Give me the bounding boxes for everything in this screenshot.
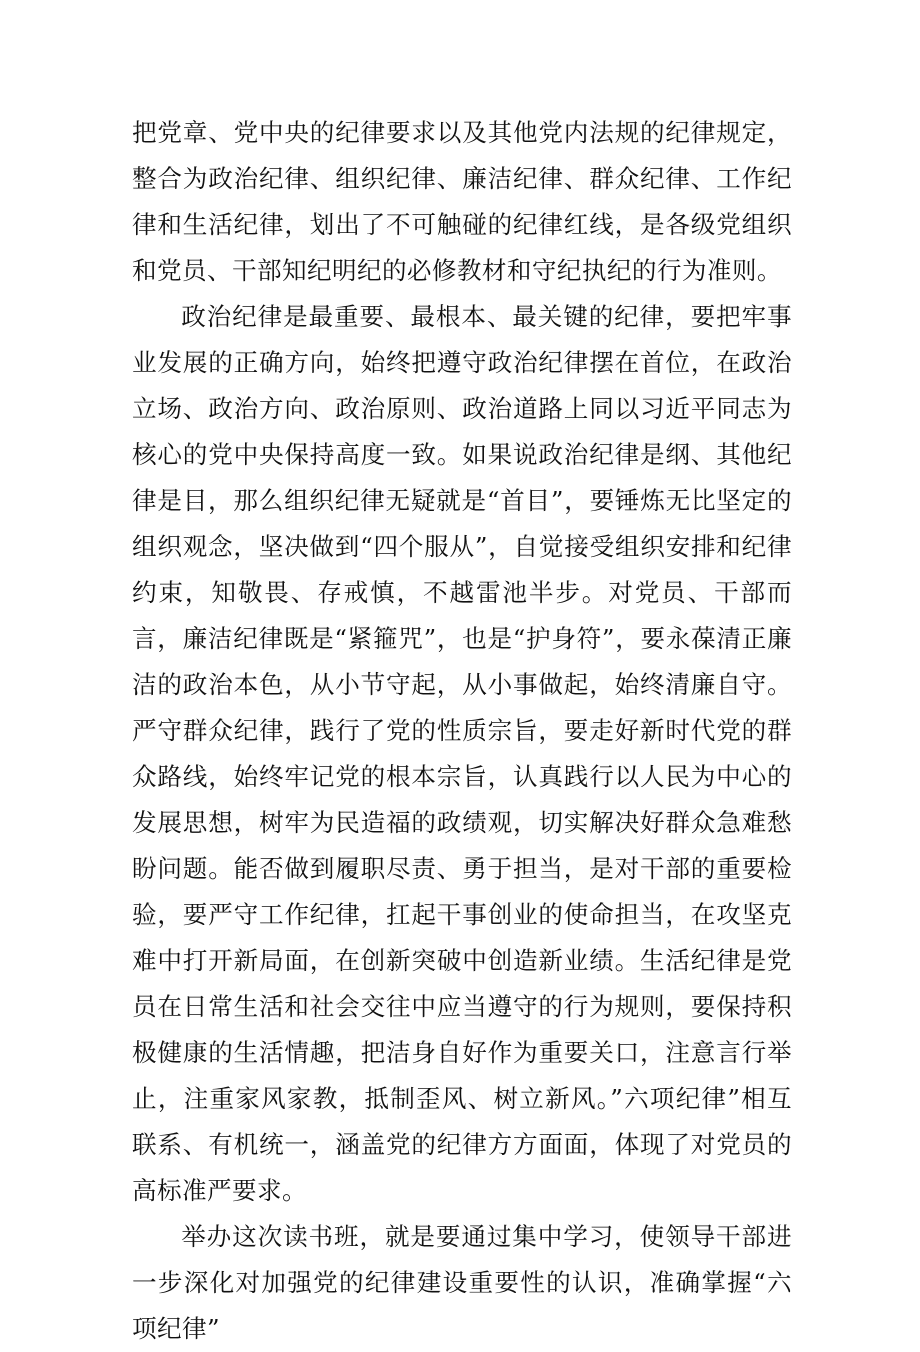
paragraph-reading-class: 举办这次读书班，就是要通过集中学习，使领导干部进一步深化对加强党的纪律建设重要性的认识，准确掌握“六项纪律” [132, 1222, 792, 1343]
paragraph-six-disciplines: 政治纪律是最重要、最根本、最关键的纪律，要把牢事业发展的正确方向，始终把遵守政治纪律摆在首位，在政治立场、政治方向、政治原则、政治道路上同以习近平同志为核心的党中央保持高度一致。如果说政治纪律是纲、其他纪律是目，那么组织纪律无疑就是“首目”，要锤炼无比坚定的组织观念，坚决做到“四个服从”，自觉接受组织安排和纪律约束，知敬畏、存戒慎，不越雷池半步。对党员、干部而言，廉洁纪律既是“紧箍咒”，也是“护身符”，要永葆清正廉洁的政治本色，从小节守起，从小事做起，始终清廉自守。严守群众纪律，践行了党的性质宗旨，要走好新时代党的群众路线，始终牢记党的根本宗旨，认真践行以人民为中心的发展思想，树牢为民造福的政绩观，切实解决好群众急难愁盼问题。能否做到履职尽责、勇于担当，是对干部的重要检验，要严守工作纪律，扛起干事创业的使命担当，在攻坚克难中打开新局面，在创新突破中创造新业绩。生活纪律是党员在日常生活和社会交往中应当遵守的行为规则，要保持积极健康的生活情趣，把洁身自好作为重要关口，注意言行举止，注重家风家教，抵制歪风、树立新风。”六项纪律”相互联系、有机统一，涵盖党的纪律方方面面，体现了对党员的高标准严要求。 [132, 302, 792, 1205]
paragraph-continuation: 把党章、党中央的纪律要求以及其他党内法规的纪律规定，整合为政治纪律、组织纪律、廉洁纪律、群众纪律、工作纪律和生活纪律，划出了不可触碰的纪律红线，是各级党组织和党员、干部知纪明纪的必修教材和守纪执纪的行为准则。 [132, 118, 792, 285]
document-body [132, 110, 792, 1352]
